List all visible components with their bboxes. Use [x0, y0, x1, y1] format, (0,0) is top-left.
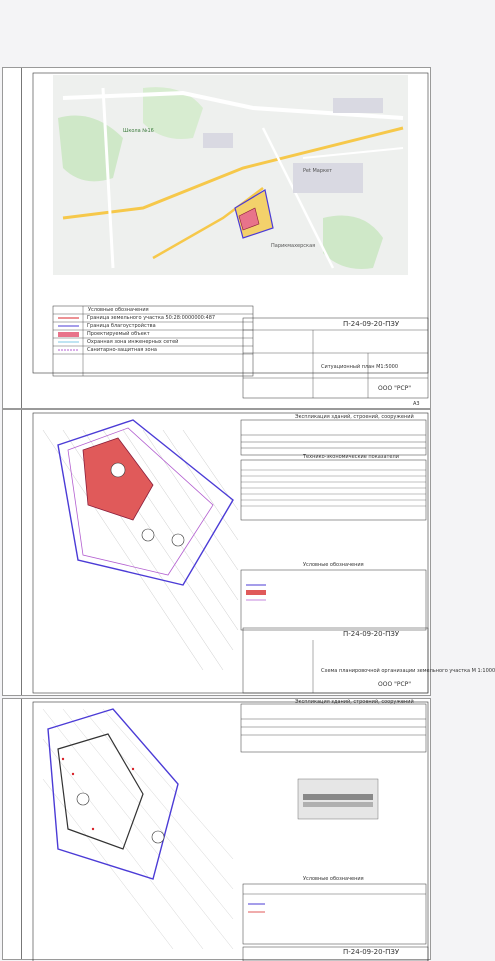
sheet-title: Схема планировочной организации земельного участка М 1:1000: [321, 668, 495, 674]
drawing-sheet-3: [2, 698, 431, 960]
legend-title: Условные обозначения: [303, 876, 364, 882]
org-name: ООО "РСР": [378, 385, 412, 392]
sheet-code: П-24-09-20-ПЗУ: [343, 320, 400, 328]
table-title: Экспликация зданий, строений, сооружений: [295, 414, 414, 420]
legend-item: Охранная зона инженерных сетей: [87, 339, 179, 345]
sheet-title: Ситуационный план М1:5000: [321, 364, 399, 370]
org-name: ООО "РСР": [378, 681, 412, 688]
sheet-code: П-24-09-20-ПЗУ: [343, 630, 400, 638]
drawing-sheet-1: [2, 67, 431, 409]
legend-title: Условные обозначения: [88, 307, 149, 313]
map-label: Парикмахерская: [271, 243, 316, 249]
map-label: Школа №16: [123, 128, 154, 134]
sheet-code: П-24-09-20-ПЗУ: [343, 948, 400, 956]
legend-item: Санитарно-защитная зона: [87, 347, 157, 353]
site-survey-plan: [3, 699, 432, 961]
legend-item: Проектируемый объект: [87, 331, 150, 337]
drawing-sheet-2: [2, 409, 495, 696]
table-title: Экспликация зданий, строений, сооружений: [295, 699, 414, 705]
map-label: Pet Маркет: [303, 168, 333, 174]
situational-map: [3, 68, 432, 410]
legend-item: Граница благоустройства: [87, 323, 156, 329]
legend-title: Условные обозначения: [303, 562, 364, 568]
sheet-size: А3: [413, 401, 420, 407]
legend-item: Граница земельного участка 50:28:0000000:487: [87, 315, 216, 321]
tep-title: Технико-экономические показатели: [303, 454, 399, 460]
